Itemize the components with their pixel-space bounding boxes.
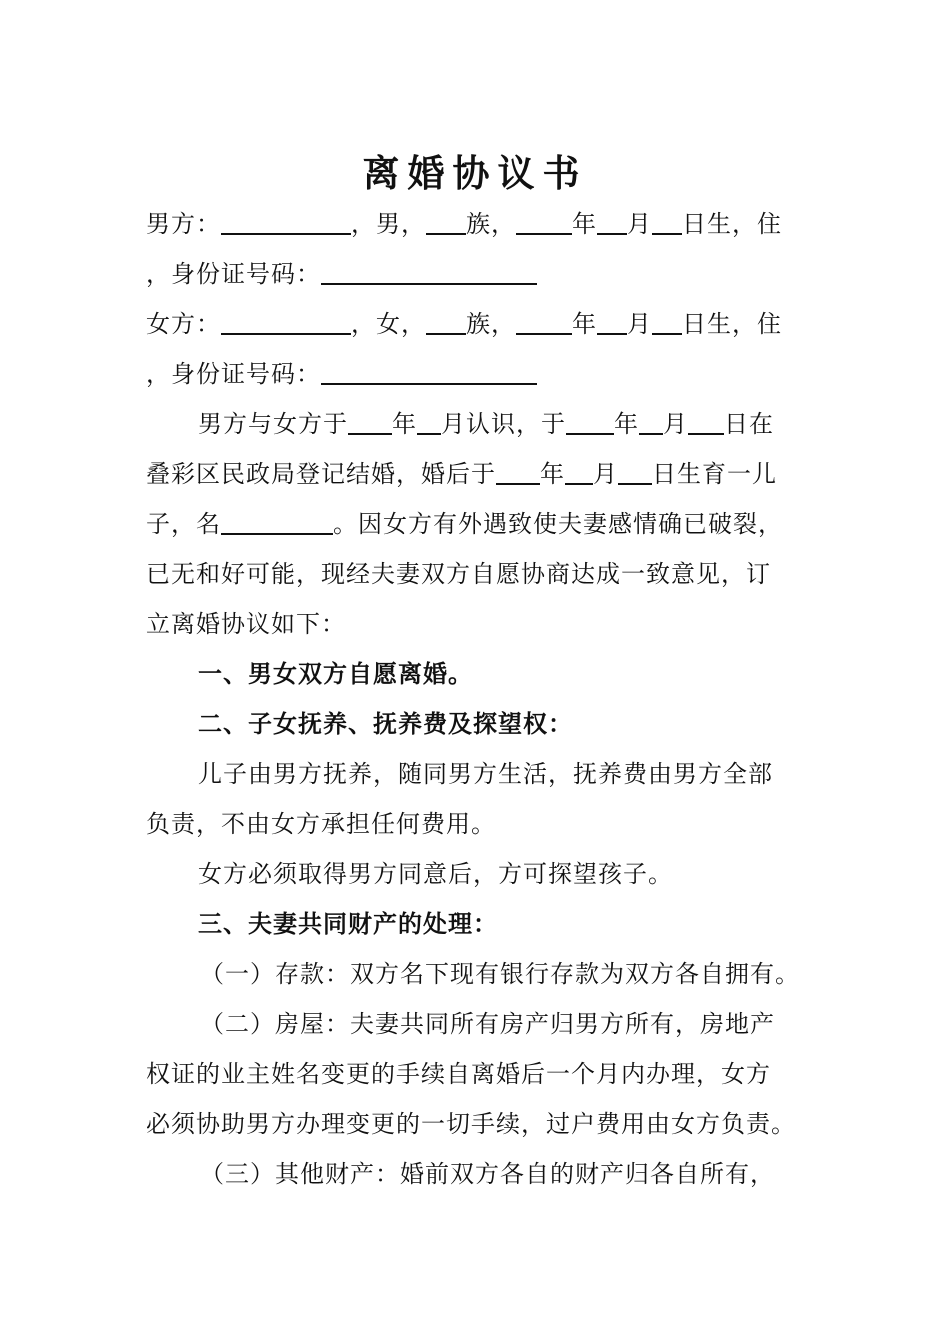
blank-meet-month[interactable]	[417, 407, 441, 435]
text-ethnicity: 族，	[466, 310, 516, 338]
section-heading-1: 一、男女双方自愿离婚。	[198, 659, 473, 688]
paragraph-line: （一）存款：双方名下现有银行存款为双方各自拥有。	[200, 960, 800, 988]
wife-id-line	[146, 354, 806, 394]
blank-birth-year[interactable]	[516, 307, 572, 335]
paragraph-line: 女方必须取得男方同意后，方可探望孩子。	[198, 860, 673, 888]
section-heading-2: 二、子女抚养、抚养费及探望权：	[198, 709, 573, 738]
paragraph-line: 权证的业主姓名变更的手续自离婚后一个月内办理，女方	[146, 1060, 771, 1088]
paragraph-line: 儿子由男方抚养，随同男方生活，抚养费由男方全部	[198, 760, 773, 788]
label-husband: 男方：	[146, 210, 221, 238]
blank-wife-id[interactable]	[321, 357, 537, 385]
text: 男方与女方于	[198, 410, 348, 438]
blank-birth-day[interactable]	[652, 307, 682, 335]
text-year: 年	[572, 310, 597, 338]
paragraph-line	[198, 404, 808, 444]
blank-ethnicity[interactable]	[426, 307, 466, 335]
text: 日生育一儿	[652, 460, 777, 488]
label-id-number: ，身份证号码：	[146, 360, 321, 388]
text: 月认识，于	[441, 410, 566, 438]
paragraph-line: 负责，不由女方承担任何费用。	[146, 810, 496, 838]
document-title: 离婚协议书	[362, 151, 588, 195]
blank-marry-year[interactable]	[566, 407, 614, 435]
text: 年	[540, 460, 565, 488]
blank-child-name[interactable]	[221, 507, 333, 535]
blank-marry-month[interactable]	[639, 407, 663, 435]
wife-info-line	[146, 304, 806, 344]
text-ethnicity: 族，	[466, 210, 516, 238]
paragraph-line: （三）其他财产：婚前双方各自的财产归各自所有，	[200, 1160, 775, 1188]
text: 叠彩区民政局登记结婚，婚后于	[146, 460, 496, 488]
paragraph-line: 必须协助男方办理变更的一切手续，过户费用由女方负责。	[146, 1110, 796, 1138]
text-male: ，男，	[351, 210, 426, 238]
label-id-number: ，身份证号码：	[146, 260, 321, 288]
paragraph-line	[146, 454, 806, 494]
text: 。因女方有外遇致使夫妻感情确已破裂，	[333, 510, 783, 538]
text: 年	[614, 410, 639, 438]
blank-birth-year[interactable]	[516, 207, 572, 235]
label-wife: 女方：	[146, 310, 221, 338]
text: 日在	[724, 410, 774, 438]
blank-wife-name[interactable]	[221, 307, 351, 335]
blank-child-day[interactable]	[618, 457, 652, 485]
blank-birth-day[interactable]	[652, 207, 682, 235]
blank-husband-id[interactable]	[321, 257, 537, 285]
text-month: 月	[627, 310, 652, 338]
paragraph-line: （二）房屋：夫妻共同所有房产归男方所有，房地产	[200, 1010, 775, 1038]
text: 子，名	[146, 510, 221, 538]
blank-child-year[interactable]	[496, 457, 540, 485]
husband-info-line	[146, 204, 806, 244]
text: 月	[593, 460, 618, 488]
blank-ethnicity[interactable]	[426, 207, 466, 235]
paragraph-line: 已无和好可能，现经夫妻双方自愿协商达成一致意见，订	[146, 560, 771, 588]
text-day-born-live: 日生，住	[682, 210, 782, 238]
blank-husband-name[interactable]	[221, 207, 351, 235]
text-day-born-live: 日生，住	[682, 310, 782, 338]
paragraph-line	[146, 504, 806, 544]
blank-marry-day[interactable]	[688, 407, 724, 435]
blank-birth-month[interactable]	[597, 307, 627, 335]
paragraph-line: 立离婚协议如下：	[146, 610, 346, 638]
text: 年	[392, 410, 417, 438]
blank-meet-year[interactable]	[348, 407, 392, 435]
blank-birth-month[interactable]	[597, 207, 627, 235]
text-year: 年	[572, 210, 597, 238]
text-female: ，女，	[351, 310, 426, 338]
text-month: 月	[627, 210, 652, 238]
text: 月	[663, 410, 688, 438]
husband-id-line	[146, 254, 806, 294]
blank-child-month[interactable]	[565, 457, 593, 485]
section-heading-3: 三、夫妻共同财产的处理：	[198, 909, 498, 938]
